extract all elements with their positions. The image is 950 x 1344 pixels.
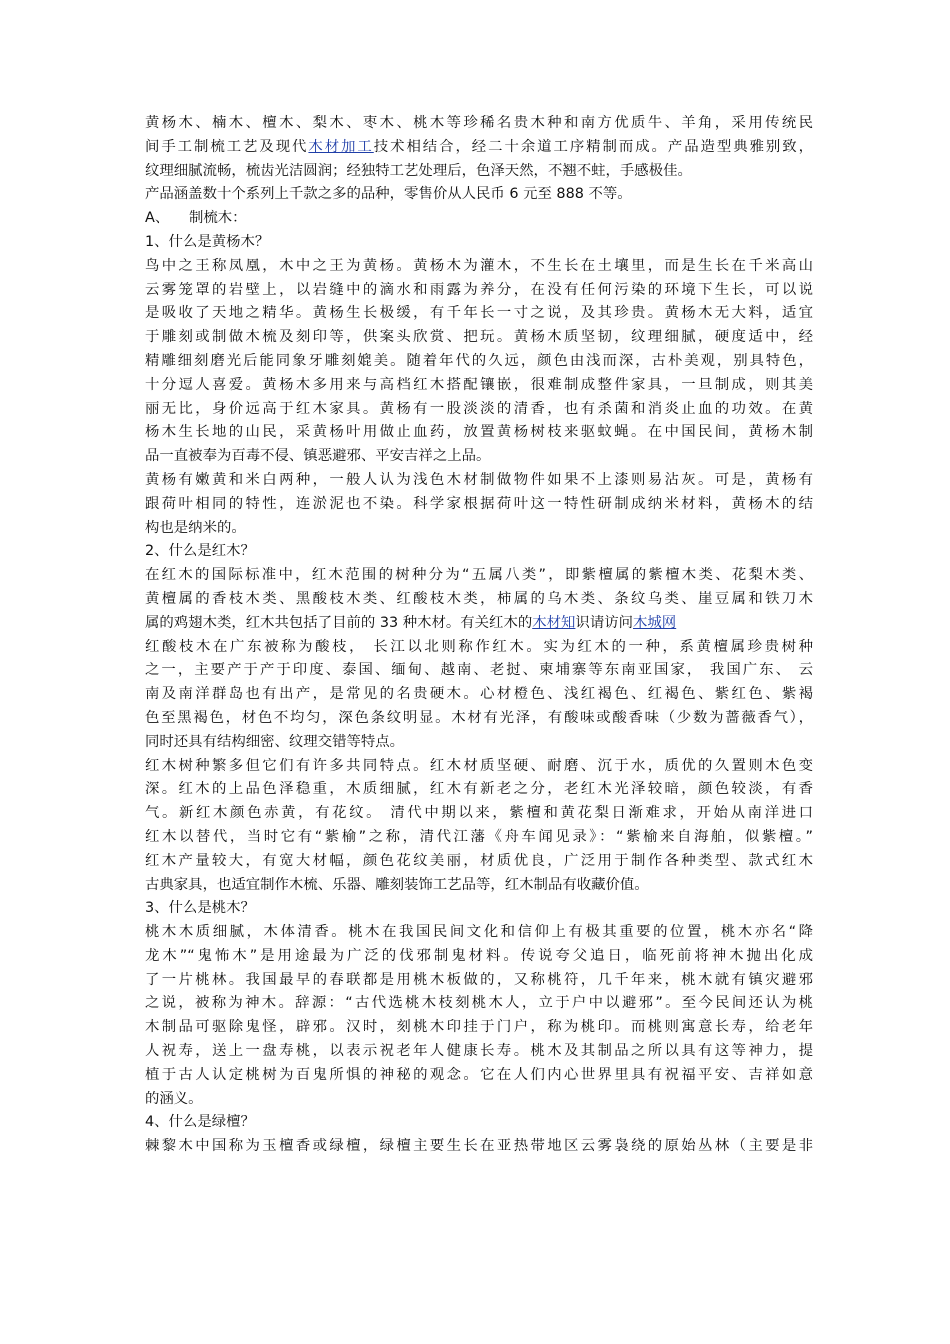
text-line: 之一，主要产于产于印度、泰国、缅甸、越南、老挝、柬埔寨等东南亚国家， 我国广东、 云 (145, 662, 813, 679)
text-line: 色至黑褐色，材色不均匀，深色条纹明显。木材有光泽，有酸味或酸香味（少数为蔷薇香气）， (145, 709, 813, 726)
text-line: 同时还具有结构细密、纹理交错等特点。 (145, 733, 405, 750)
text-line: 是吸收了天地之精华。黄杨生长极缓，有千年长一寸之说，及其珍贵。黄杨木无大料，适宜 (145, 305, 813, 322)
text-line: 云雾笼罩的岩壁上，以岩缝中的滴水和雨露为养分，在没有任何污染的环境下生长，可以说 (145, 281, 813, 298)
text-span: 识请访问 (575, 614, 633, 631)
section-heading (145, 207, 813, 231)
question-heading: 1、什么是黄杨木？ (145, 233, 270, 250)
text-line: 龙木”“鬼怖木”是用途最为广泛的伐邪制鬼材料。传说夸父追日，临死前将神木抛出化成 (145, 947, 813, 964)
paragraph (145, 1135, 813, 1159)
section-title: 制梳木： (189, 210, 247, 227)
text-line: 在红木的国际标准中，红木范围的树种分为“五属八类”，即紫檀属的紫檀木类、花梨木类、 (145, 567, 813, 584)
text-line: 深。红木的上品色泽稳重，木质细腻，红木有新老之分，老红木光泽较暗，颜色较淡，有香 (145, 781, 813, 798)
paragraph (145, 564, 813, 635)
text-line: 精雕细刻磨光后能同象牙雕刻媲美。随着年代的久远，颜色由浅而深，古朴美观，别具特色， (145, 352, 813, 369)
paragraph (145, 469, 813, 540)
text-line: 丽无比，身价远高于红木家具。黄杨有一股淡淡的清香，也有杀菌和消炎止血的功效。在黄 (145, 400, 813, 417)
text-line: 南及南洋群岛也有出产，是常见的名贵硬木。心材橙色、浅红褐色、红褐色、紫红色、紫褐 (145, 686, 813, 703)
question-heading: 2、什么是红木？ (145, 543, 255, 560)
text-line: 杨木生长地的山民，采黄杨叶用做止血药，放置黄杨树枝来驱蚊蝇。在中国民间，黄杨木制 (145, 424, 813, 441)
text-line: 人祝寿，送上一盘寿桃，以表示祝老年人健康长寿。桃木及其制品之所以具有这等神力，提 (145, 1043, 813, 1060)
text-line: 的涵义。 (145, 1090, 203, 1107)
text-span: 属的鸡翅木类，红木共包括了目前的 33 种木材。有关红木的 (145, 614, 533, 631)
text-line: 红酸枝木在广东被称为酸枝， 长江以北则称作红木。实为红木的一种，系黄檀属珍贵树种 (145, 638, 813, 655)
intro-line-3: 纹理细腻流畅，梳齿光洁圆润；经独特工艺处理后，色泽天然，不翘不蛀，手感极佳。 (145, 162, 692, 179)
text-line: 气。新红木颜色赤黄，有花纹。 清代中期以来，紫檀和黄花梨日渐难求，开始从南洋进口 (145, 805, 813, 822)
text-line: 品一直被奉为百毒不侵、镇恶避邪、平安吉祥之上品。 (145, 448, 491, 465)
wood-knowledge-link[interactable]: 木材知 (532, 614, 576, 631)
intro-line-1: 黄杨木、楠木、檀木、梨木、枣木、桃木等珍稀名贵木种和南方优质牛、羊角，采用传统民 (145, 115, 813, 131)
section-letter: A、 (145, 210, 170, 227)
text-line: 红木以替代，当时它有“紫榆”之称，清代江藩《舟车闻见录》：“紫榆来自海舶，似紫檀。” (145, 828, 813, 845)
text-line: 十分逗人喜爱。黄杨木多用来与高档红木搭配镶嵌，很难制成整件家具，一旦制成，则其美 (145, 376, 813, 393)
document-body (145, 112, 813, 1159)
text-line: 红木产量较大，有宽大材幅，颜色花纹美丽，材质优良，广泛用于制作各种类型、款式红木 (145, 852, 813, 869)
text-line: 了一片桃林。我国最早的春联都是用桃木板做的，又称桃符，几千年来，桃木就有镇灾避邪 (145, 971, 813, 988)
text-line: 鸟中之王称凤凰，木中之王为黄杨。黄杨木为灌木，不生长在土壤里，而是生长在千米高山 (145, 257, 813, 274)
intro-text: 间手工制梳工艺及现代 (145, 138, 309, 155)
text-line: 黄檀属的香枝木类、黑酸枝木类、红酸枝木类，柿属的乌木类、条纹乌类、崖豆属和铁刀木 (145, 590, 813, 607)
text-line: 红木树种繁多但它们有许多共同特点。红木材质坚硬、耐磨、沉于水，质优的久置则木色变 (145, 757, 813, 774)
mucheng-site-link[interactable]: 木城网 (633, 614, 677, 631)
question-heading: 3、什么是桃木？ (145, 900, 255, 917)
text-line: 古典家具，也适宜制作木梳、乐器、雕刻装饰工艺品等，红木制品有收藏价值。 (145, 876, 649, 893)
text-line (145, 612, 813, 636)
intro-line-2 (145, 136, 813, 160)
text-line: 跟荷叶相同的特性，连淤泥也不染。科学家根据荷叶这一特性研制成纳米材料，黄杨木的结 (145, 495, 813, 512)
intro-text: 技术相结合，经二十余道工序精制而成。产品造型典雅别致， (373, 138, 813, 155)
question-heading: 4、什么是绿檀？ (145, 1114, 255, 1131)
wood-processing-link[interactable]: 木材加工 (308, 138, 374, 155)
paragraph (145, 755, 813, 898)
intro-line-4: 产品涵盖数十个系列上千款之多的品种，零售价从人民币 6 元至 888 不等。 (145, 186, 632, 203)
text-line: 之说，被称为神木。辞源：“古代选桃木枝刻桃木人，立于户中以避邪”。至今民间还认为桃 (145, 995, 813, 1012)
text-line: 棘黎木中国称为玉檀香或绿檀，绿檀主要生长在亚热带地区云雾袅绕的原始丛林（主要是非 (145, 1138, 813, 1155)
paragraph (145, 921, 813, 1111)
paragraph (145, 255, 813, 469)
text-line: 植于古人认定桃树为百鬼所惧的神秘的观念。它在人们内心世界里具有祝福平安、吉祥如意 (145, 1066, 813, 1083)
text-line: 构也是纳米的。 (145, 519, 246, 536)
text-line: 黄杨有嫩黄和米白两种，一般人认为浅色木材制做物件如果不上漆则易沾灰。可是，黄杨有 (145, 471, 813, 488)
text-line: 桃木木质细腻，木体清香。桃木在我国民间文化和信仰上有极其重要的位置，桃木亦名“降 (145, 924, 813, 941)
text-line: 于雕刻或制做木梳及刻印等，供案头欣赏、把玩。黄杨木质坚韧，纹理细腻，硬度适中，经 (145, 329, 813, 346)
paragraph (145, 636, 813, 755)
text-line: 木制品可驱除鬼怪，辟邪。汉时，刻桃木印挂于门户，称为桃印。而桃则寓意长寿，给老年 (145, 1019, 813, 1036)
